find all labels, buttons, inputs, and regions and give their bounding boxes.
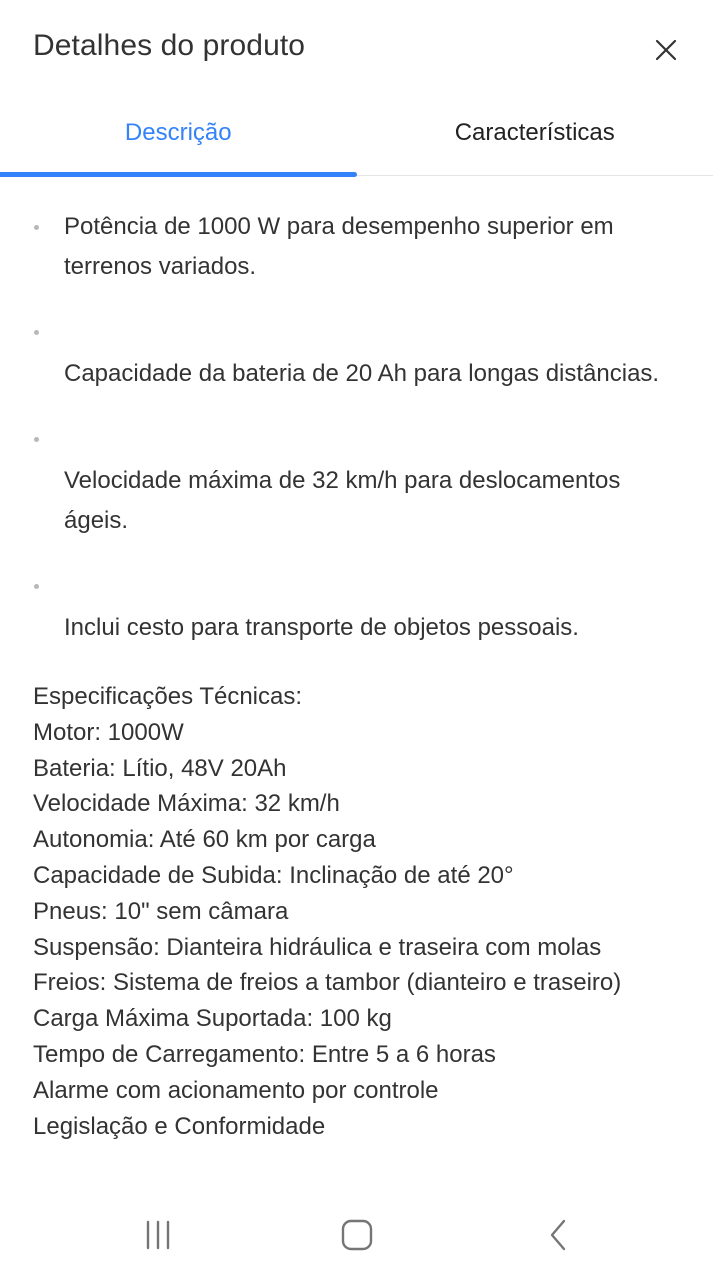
tab-descricao[interactable]: Descrição <box>0 100 357 175</box>
bullet-icon <box>34 330 39 335</box>
back-button[interactable] <box>533 1210 583 1260</box>
bullet-text: Capacidade da bateria de 20 Ah para longas distâncias. <box>64 360 660 387</box>
page-title: Detalhes do produto <box>33 29 306 62</box>
tab-caracteristicas[interactable]: Características <box>454 118 615 146</box>
bullet-text: Potência de 1000 W para desempenho superior em terrenos variados. <box>64 213 614 280</box>
specs-heading: Especificações Técnicas: <box>33 683 303 710</box>
home-button[interactable] <box>332 1210 382 1260</box>
list-item <box>0 207 713 287</box>
description-content <box>0 176 713 1144</box>
technical-specs <box>0 679 713 1144</box>
spec-line: Pneus: 10" sem câmara <box>33 897 289 925</box>
spec-line: Capacidade de Subida: Inclinação de até 20° <box>33 861 514 889</box>
close-icon <box>648 32 684 68</box>
spec-line: Tempo de Carregamento: Entre 5 a 6 horas <box>33 1040 496 1068</box>
spec-line: Freios: Sistema de freios a tambor (dianteiro e traseiro) <box>33 969 622 997</box>
list-item <box>0 568 713 648</box>
spec-line: Velocidade Máxima: 32 km/h <box>33 790 340 818</box>
spec-line: Alarme com acionamento por controle <box>33 1076 439 1104</box>
spec-line: Autonomia: Até 60 km por carga <box>33 826 376 854</box>
back-icon <box>538 1215 578 1255</box>
bullet-text: Velocidade máxima de 32 km/h para deslocamentos ágeis. <box>64 467 621 534</box>
spec-line: Motor: 1000W <box>33 718 184 746</box>
bullet-text: Inclui cesto para transporte de objetos pessoais. <box>64 614 579 641</box>
list-item <box>0 314 713 394</box>
bullet-icon <box>34 437 39 442</box>
recent-apps-button[interactable] <box>133 1210 183 1260</box>
spec-line: Legislação e Conformidade <box>33 1112 326 1140</box>
bullet-icon <box>34 584 39 589</box>
system-navigation-bar <box>0 1192 713 1280</box>
tab-bar <box>0 100 713 176</box>
close-button[interactable] <box>648 32 684 68</box>
modal-header <box>0 0 713 100</box>
spec-line: Carga Máxima Suportada: 100 kg <box>33 1005 392 1033</box>
feature-list <box>0 207 713 648</box>
spec-line: Bateria: Lítio, 48V 20Ah <box>33 754 287 782</box>
spec-line: Suspensão: Dianteira hidráulica e traseira com molas <box>33 933 602 961</box>
home-icon <box>337 1215 377 1255</box>
list-item <box>0 421 713 541</box>
recent-apps-icon <box>138 1215 178 1255</box>
bullet-icon <box>34 225 39 230</box>
